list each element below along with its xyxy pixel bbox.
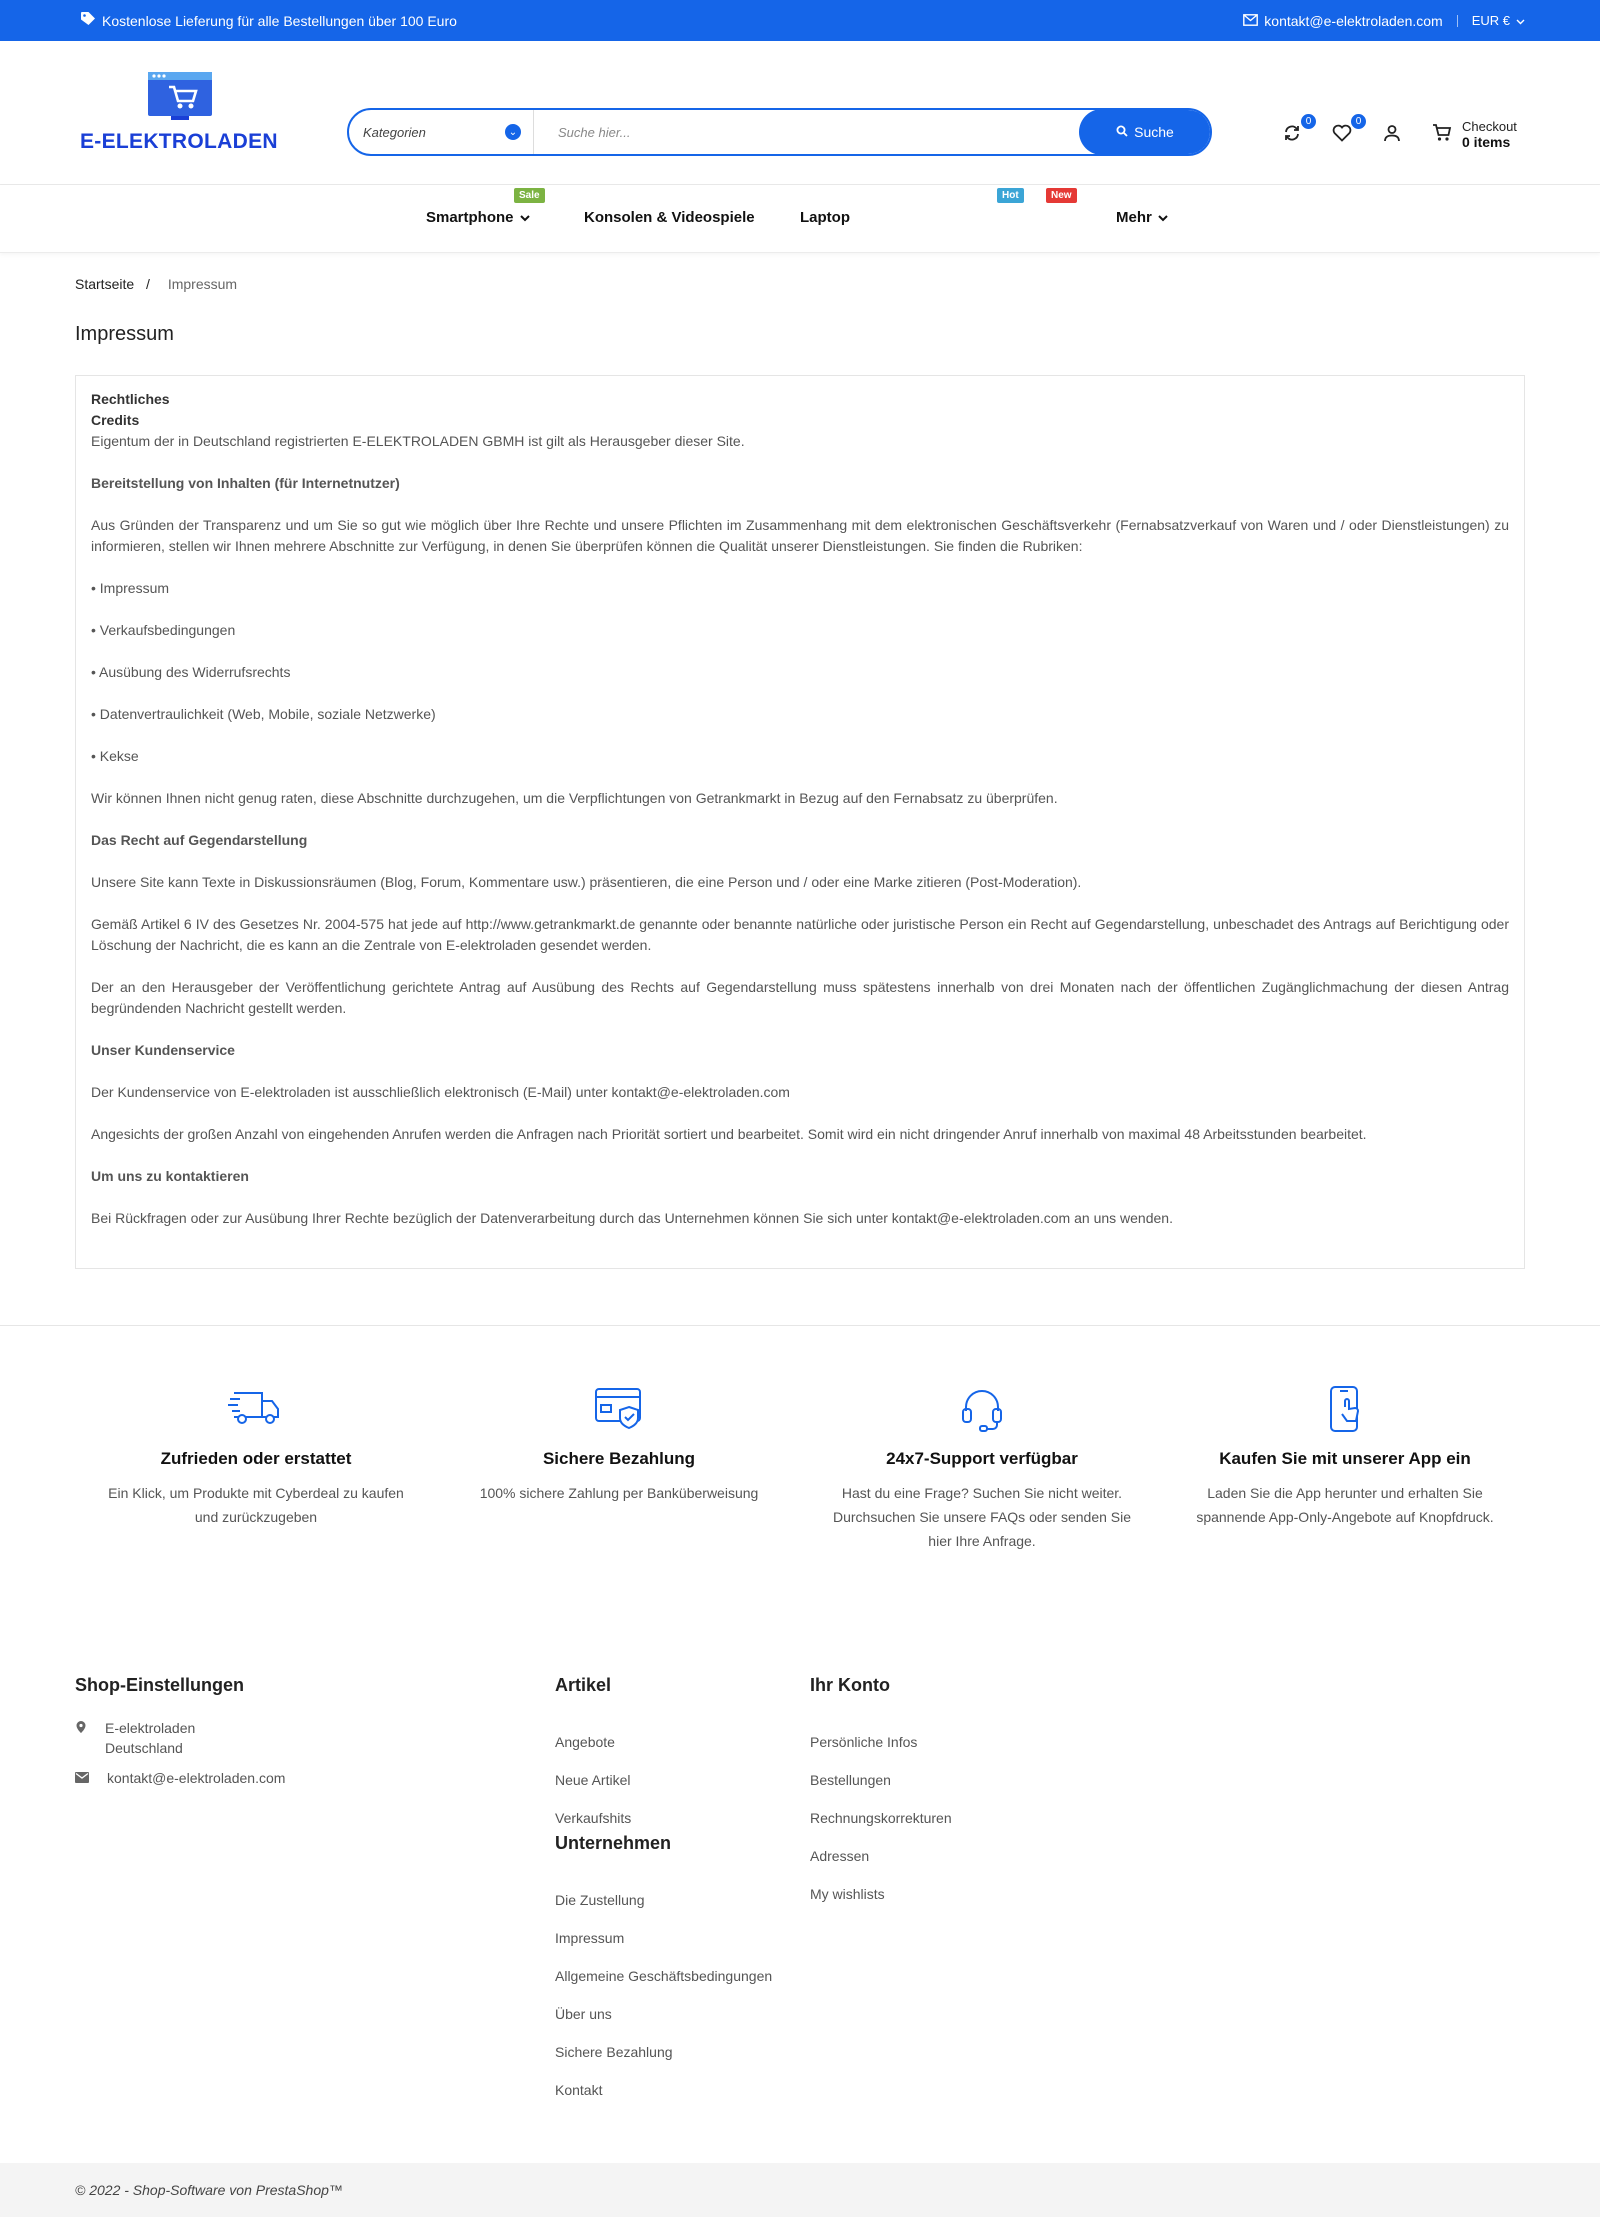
new-badge: New bbox=[1046, 188, 1077, 203]
cart-label: Checkout bbox=[1462, 119, 1517, 134]
compare-icon bbox=[1282, 123, 1302, 146]
compare-count: 0 bbox=[1301, 114, 1316, 129]
paragraph: Eigentum der in Deutschland registrierten E-ELEKTROLADEN GBMH ist gilt als Herausgeber dieser Site. bbox=[91, 433, 745, 449]
paragraph: Der Kundenservice von E-elektroladen ist ausschließlich elektronisch (E-Mail) unter kontakt@e-elektroladen.com bbox=[91, 1084, 790, 1100]
heart-icon bbox=[1332, 124, 1352, 145]
site-header bbox=[0, 41, 1600, 185]
mail-icon bbox=[1243, 13, 1258, 29]
site-logo[interactable] bbox=[80, 71, 285, 154]
category-select[interactable] bbox=[349, 110, 534, 154]
section-heading: Bereitstellung von Inhalten (für Internetnutzer) bbox=[91, 475, 400, 491]
feature-satisfied bbox=[106, 1385, 406, 1529]
footer-link[interactable]: Neue Artikel bbox=[555, 1772, 631, 1788]
footer-link[interactable]: Impressum bbox=[555, 1930, 625, 1946]
cart-logo-icon bbox=[147, 71, 285, 124]
mail-icon bbox=[75, 1770, 89, 1786]
feature-desc: Ein Klick, um Produkte mit Cyberdeal zu kaufen und zurückzugeben bbox=[108, 1485, 404, 1525]
footer-link[interactable]: Adressen bbox=[810, 1848, 870, 1864]
compare-button[interactable] bbox=[1280, 115, 1312, 147]
promo-banner bbox=[80, 11, 457, 30]
paragraph: Unsere Site kann Texte in Diskussionsräumen (Blog, Forum, Kommentare usw.) präsentieren, die eine Person und / oder eine Marke zitieren (Post-Moderation). bbox=[91, 874, 1082, 890]
breadcrumb-home[interactable]: Startseite bbox=[75, 276, 135, 292]
footer-email-text: kontakt@e-elektroladen.com bbox=[107, 1770, 286, 1786]
footer-link[interactable]: Sichere Bezahlung bbox=[555, 2044, 673, 2060]
wishlist-count: 0 bbox=[1351, 114, 1366, 129]
paragraph: • Verkaufsbedingungen bbox=[91, 622, 236, 638]
page-title: Impressum bbox=[75, 323, 174, 345]
footer-link[interactable]: Die Zustellung bbox=[555, 1892, 645, 1908]
topbar-divider bbox=[1457, 15, 1458, 27]
feature-title: Kaufen Sie mit unserer App ein bbox=[1219, 1449, 1471, 1468]
search-bar bbox=[347, 108, 1212, 156]
paragraph: • Kekse bbox=[91, 748, 139, 764]
address-line-2: Deutschland bbox=[105, 1740, 183, 1756]
search-button[interactable] bbox=[1079, 109, 1211, 155]
footer-heading: Unternehmen bbox=[555, 1833, 672, 1853]
address-line-1: E-elektroladen bbox=[105, 1720, 196, 1736]
wishlist-button[interactable] bbox=[1330, 115, 1362, 147]
currency-label: EUR € bbox=[1471, 13, 1510, 28]
chevron-down-icon bbox=[520, 209, 530, 226]
paragraph: Aus Gründen der Transparenz und um Sie so gut wie möglich über Ihre Rechte und unsere Pflichten im Zusammenhang mit dem elektronischen Geschäftsverkehr (Fernabsatzverkauf von Waren und / oder Dienstleistungen) zu informieren, stellen wir Ihnen mehrere Abschnitte zur Verfügung, in denen Sie überprüfen können die Qualität unserer Dienstleistungen. Sie finden die Rubriken: bbox=[91, 517, 1509, 554]
nav-item-smartphone[interactable] bbox=[426, 209, 530, 226]
footer-link[interactable]: Rechnungskorrekturen bbox=[810, 1810, 952, 1826]
footer-link[interactable]: Bestellungen bbox=[810, 1772, 891, 1788]
footer-link[interactable]: Persönliche Infos bbox=[810, 1734, 918, 1750]
currency-selector[interactable] bbox=[1472, 13, 1525, 28]
paragraph: • Datenvertraulichkeit (Web, Mobile, soziale Netzwerke) bbox=[91, 706, 436, 722]
chevron-down-icon bbox=[1158, 209, 1168, 226]
topbar-email[interactable] bbox=[1243, 13, 1442, 29]
mobile-app-icon bbox=[1195, 1385, 1495, 1435]
nav-item-label: Konsolen & Videospiele bbox=[584, 209, 755, 226]
feature-title: Sichere Bezahlung bbox=[542, 1449, 696, 1468]
footer-shop-column bbox=[75, 1675, 285, 1786]
footer-link[interactable]: Kontakt bbox=[555, 2082, 603, 2098]
paragraph: Gemäß Artikel 6 IV des Gesetzes Nr. 2004-575 hat jede auf http://www.getrankmarkt.de genannte oder benannte natürliche oder juristische Person ein Recht auf Gegendarstellung, unbeschadet des Antrags auf Berichtigung oder Löschung der Nachricht, die es kann an die Zentrale von E-elektroladen gesendet werden. bbox=[91, 916, 1509, 953]
paragraph: Bei Rückfragen oder zur Ausübung Ihrer Rechte bezüglich der Datenverarbeitung durch das Unternehmen können Sie sich unter kontakt@e-elektroladen.com an uns wenden. bbox=[91, 1210, 1173, 1226]
feature-desc: Hast du eine Frage? Suchen Sie nicht weiter. Durchsuchen Sie unsere FAQs oder senden Sie hier Ihre Anfrage. bbox=[832, 1485, 1132, 1549]
account-button[interactable] bbox=[1380, 123, 1404, 147]
feature-title: 24x7-Support verfügbar bbox=[886, 1449, 1078, 1468]
chevron-down-icon: ⌄ bbox=[505, 124, 521, 140]
cart-button[interactable] bbox=[1432, 119, 1517, 150]
feature-desc: Laden Sie die App herunter und erhalten Sie spannende App-Only-Angebote auf Knopfdruck. bbox=[1196, 1485, 1494, 1525]
feature-secure-payment bbox=[469, 1385, 769, 1505]
section-heading: Das Recht auf Gegendarstellung bbox=[91, 832, 308, 848]
section-divider bbox=[0, 1325, 1600, 1326]
search-icon bbox=[1116, 124, 1128, 140]
main-nav bbox=[0, 185, 1600, 253]
tag-icon bbox=[80, 11, 96, 30]
sale-badge: Sale bbox=[514, 188, 545, 203]
footer-link[interactable]: Allgemeine Geschäftsbedingungen bbox=[555, 1968, 773, 1984]
paragraph: • Ausübung des Widerrufsrechts bbox=[91, 664, 291, 680]
feature-title: Zufrieden oder erstattet bbox=[160, 1449, 352, 1468]
headset-icon bbox=[832, 1385, 1132, 1435]
footer-heading: Shop-Einstellungen bbox=[75, 1675, 244, 1695]
copyright-bar bbox=[0, 2163, 1600, 2217]
feature-app bbox=[1195, 1385, 1495, 1529]
breadcrumb-current: Impressum bbox=[167, 276, 238, 292]
cart-icon bbox=[1432, 123, 1452, 146]
footer-unternehmen-column bbox=[555, 1833, 772, 2109]
feature-support bbox=[832, 1385, 1132, 1553]
footer-link[interactable]: Angebote bbox=[555, 1734, 615, 1750]
logo-text: E-ELEKTROLADEN bbox=[80, 130, 278, 153]
paragraph: Der an den Herausgeber der Veröffentlichung gerichtete Antrag auf Ausübung des Rechts auf Gegendarstellung muss spätestens innerhalb von drei Monaten nach der öffentlichen Zugänglichmachung der diesen Antrag begründenden Nachricht gestellt werden. bbox=[91, 979, 1509, 1016]
paragraph-list bbox=[91, 431, 1509, 1229]
copyright-text[interactable]: © 2022 - Shop-Software von PrestaShop™ bbox=[75, 2182, 343, 2198]
search-input[interactable]: Suche hier... bbox=[558, 124, 631, 140]
footer-link[interactable]: My wishlists bbox=[810, 1886, 885, 1902]
footer-heading: Artikel bbox=[555, 1675, 612, 1695]
footer-link[interactable]: Über uns bbox=[555, 2006, 612, 2022]
footer-link[interactable]: Verkaufshits bbox=[555, 1810, 632, 1826]
secure-card-icon bbox=[469, 1385, 769, 1435]
nav-item-laptop[interactable] bbox=[800, 209, 850, 226]
category-select-label: Kategorien bbox=[363, 124, 426, 140]
paragraph: Wir können Ihnen nicht genug raten, diese Abschnitte durchzugehen, um die Verpflichtungen von Getrankmarkt in Bezug auf den Fernabsatz zu überprüfen. bbox=[91, 790, 1058, 806]
nav-item-konsolen[interactable] bbox=[584, 209, 755, 226]
nav-item-label: Laptop bbox=[800, 209, 850, 226]
feature-desc: 100% sichere Zahlung per Banküberweisung bbox=[479, 1485, 759, 1501]
breadcrumb-separator: / bbox=[146, 276, 150, 292]
footer-address bbox=[75, 1718, 285, 1758]
breadcrumb bbox=[75, 276, 237, 292]
chevron-down-icon bbox=[1516, 13, 1525, 28]
footer-konto-column bbox=[810, 1675, 952, 1913]
section-heading: Unser Kundenservice bbox=[91, 1042, 235, 1058]
user-icon bbox=[1383, 124, 1401, 145]
nav-item-mehr[interactable] bbox=[1116, 209, 1168, 226]
section-heading: Um uns zu kontaktieren bbox=[91, 1168, 249, 1184]
paragraph: Angesichts der großen Anzahl von eingehenden Anrufen werden die Anfragen nach Priorität sortiert und bearbeitet. Somit wird ein nicht dringender Anruf innerhalb von maximal 48 Arbeitsstunden bearbeitet. bbox=[91, 1126, 1367, 1142]
top-bar bbox=[0, 0, 1600, 41]
paragraph: • Impressum bbox=[91, 580, 170, 596]
nav-item-label: Mehr bbox=[1116, 209, 1152, 226]
location-pin-icon bbox=[75, 1718, 87, 1758]
search-button-label: Suche bbox=[1134, 124, 1174, 140]
topbar-email-text: kontakt@e-elektroladen.com bbox=[1264, 12, 1443, 29]
cart-items: 0 items bbox=[1462, 134, 1511, 150]
section-heading-rechtliches: Rechtliches bbox=[91, 391, 170, 407]
nav-item-label: Smartphone bbox=[426, 209, 514, 226]
section-heading-credits: Credits bbox=[91, 412, 140, 428]
legal-content bbox=[75, 375, 1525, 1269]
truck-icon bbox=[106, 1385, 406, 1435]
hot-badge: Hot bbox=[997, 188, 1024, 203]
footer-email[interactable] bbox=[75, 1770, 285, 1786]
promo-text: Kostenlose Lieferung für alle Bestellungen über 100 Euro bbox=[102, 12, 457, 29]
footer-artikel-column bbox=[555, 1675, 631, 1837]
footer-heading: Ihr Konto bbox=[810, 1675, 890, 1695]
